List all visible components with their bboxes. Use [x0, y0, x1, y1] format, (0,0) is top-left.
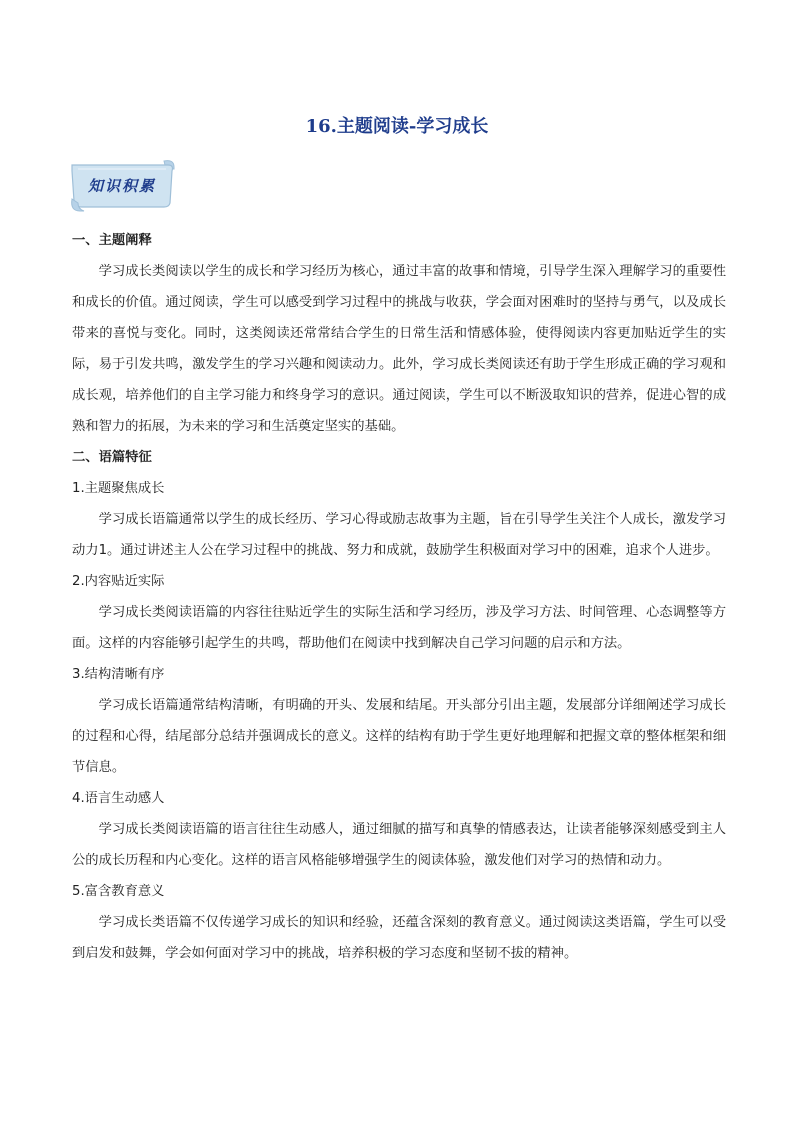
feature-title: 2.内容贴近实际: [72, 574, 165, 589]
feature-paragraph: 学习成长类阅读语篇的内容往往贴近学生的实际生活和学习经历，涉及学习方法、时间管理、心态调整等方面。这样的内容能够引起学生的共鸣，帮助他们在阅读中找到解决自己学习问题的启示和方法。: [72, 605, 726, 651]
feature-title: 3.结构清晰有序: [72, 667, 165, 682]
section-heading-features: 二、语篇特征: [72, 450, 152, 465]
banner-label: 知识积累: [87, 177, 156, 195]
theme-paragraph: 学习成长类阅读以学生的成长和学习经历为核心，通过丰富的故事和情境，引导学生深入理解学习的重要性和成长的价值。通过阅读，学生可以感受到学习过程中的挑战与收获，学会面对困难时的坚持与勇气，以及成长带来的喜悦与变化。同时，这类阅读还常常结合学生的日常生活和情感体验，使得阅读内容更加贴近学生的实际，易于引发共鸣，激发学生的学习兴趣和阅读动力。此外，学习成长类阅读还有助于学生形成正确的学习观和成长观，培养他们的自主学习能力和终身学习的意识。通过阅读，学生可以不断汲取知识的营养，促进心智的成熟和智力的拓展，为未来的学习和生活奠定坚实的基础。: [72, 264, 726, 434]
feature-title: 5.富含教育意义: [72, 884, 165, 899]
feature-title: 4.语言生动感人: [72, 791, 165, 806]
section-heading-theme: 一、主题阐释: [72, 233, 152, 248]
feature-paragraph: 学习成长类语篇不仅传递学习成长的知识和经验，还蕴含深刻的教育意义。通过阅读这类语篇，学生可以受到启发和鼓舞，学会如何面对学习中的挑战，培养积极的学习态度和坚韧不拔的精神。: [72, 915, 726, 961]
feature-paragraph: 学习成长类阅读语篇的语言往往生动感人，通过细腻的描写和真挚的情感表达，让读者能够深刻感受到主人公的成长历程和内心变化。这样的语言风格能够增强学生的阅读体验，激发他们对学习的热情和动力。: [72, 822, 726, 868]
document-title: 16.主题阅读-学习成长: [305, 116, 489, 137]
feature-paragraph: 学习成长语篇通常以学生的成长经历、学习心得或励志故事为主题，旨在引导学生关注个人成长，激发学习动力1。通过讲述主人公在学习过程中的挑战、努力和成就，鼓励学生积极面对学习中的困难，追求个人进步。: [72, 512, 726, 558]
feature-paragraph: 学习成长语篇通常结构清晰，有明确的开头、发展和结尾。开头部分引出主题，发展部分详细阐述学习成长的过程和心得，结尾部分总结并强调成长的意义。这样的结构有助于学生更好地理解和把握文章的整体框架和细节信息。: [72, 698, 726, 775]
knowledge-banner: [68, 157, 178, 213]
document-body: [72, 225, 726, 969]
feature-title: 1.主题聚焦成长: [72, 481, 165, 496]
